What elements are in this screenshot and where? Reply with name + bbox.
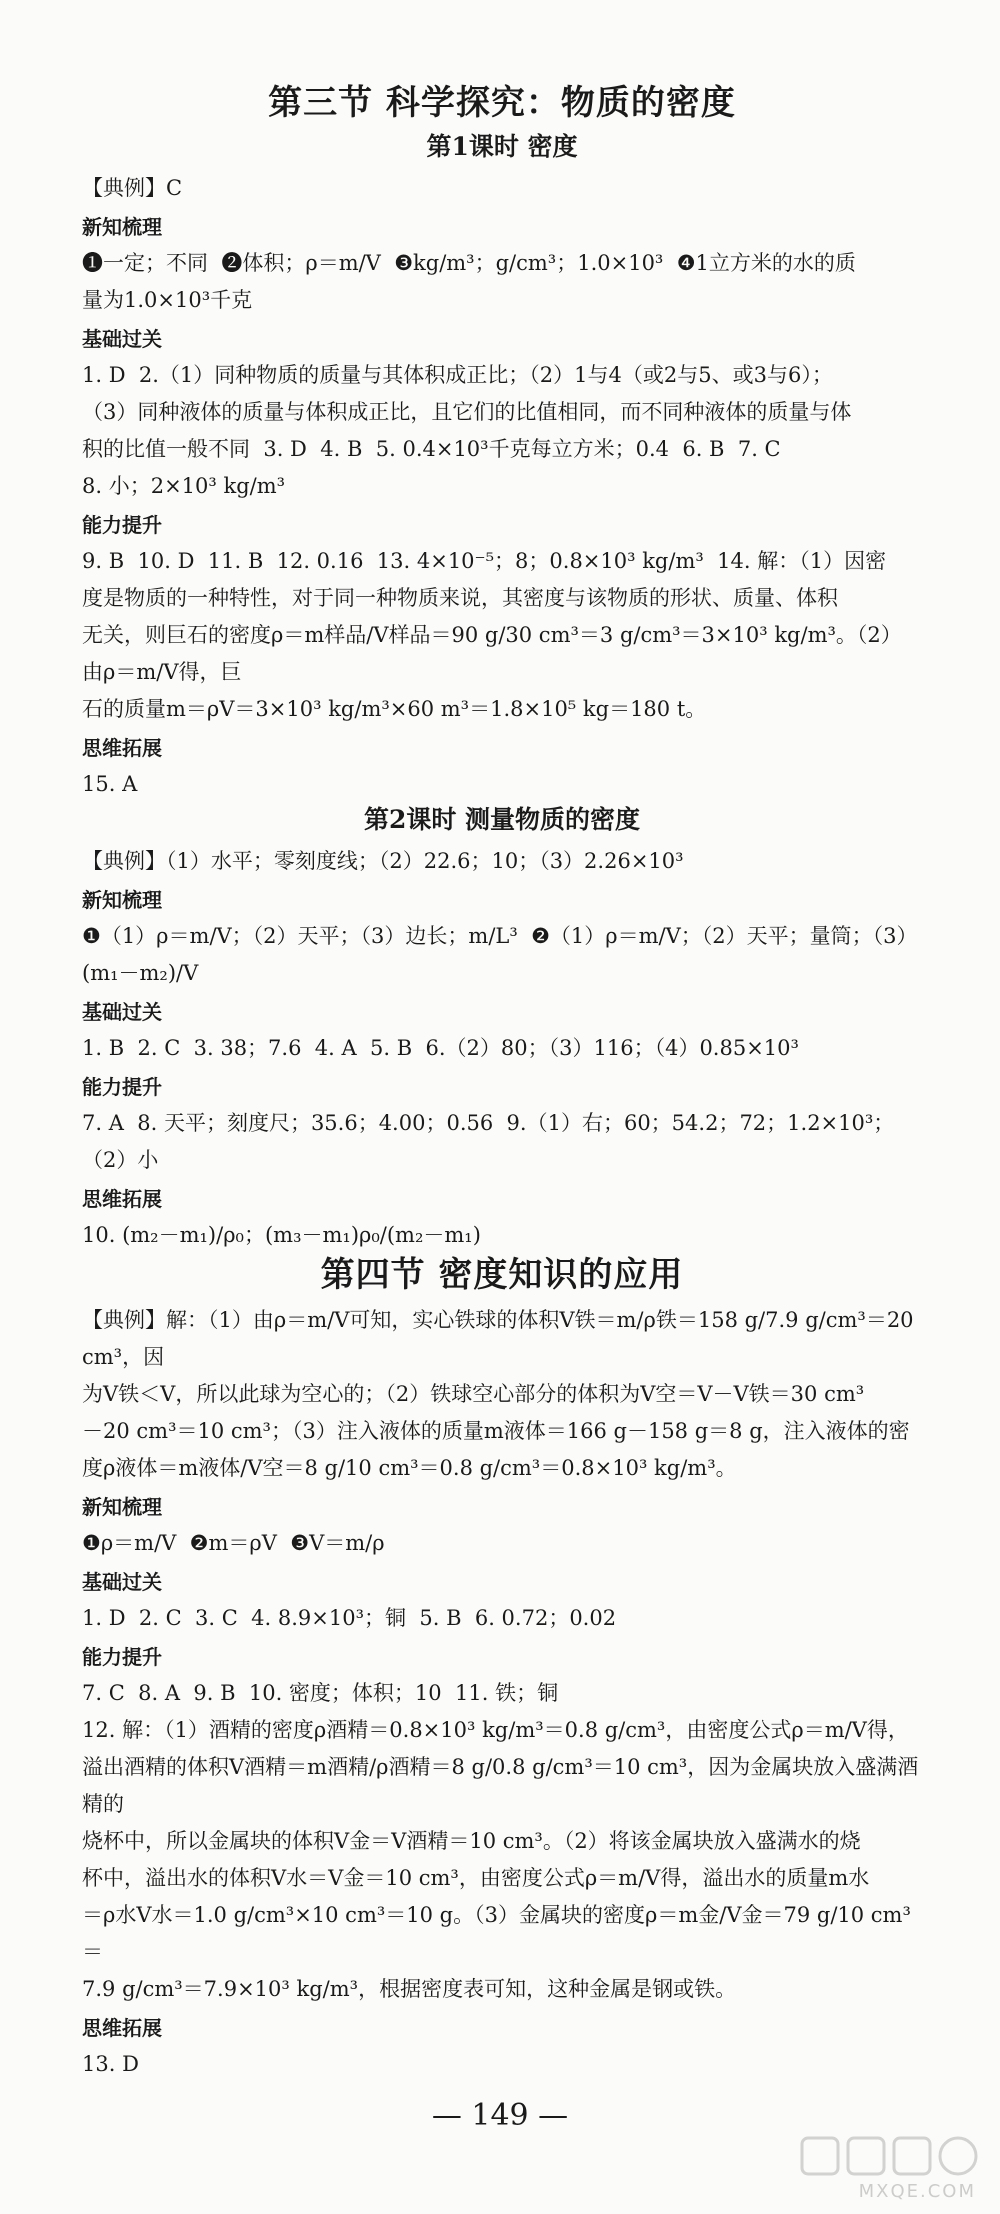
subsection-label: 能力提升 (82, 1075, 162, 1099)
lesson-title: 第1课时 密度 (426, 132, 578, 161)
answer-line: 【典例】解：（1）由ρ＝m/V可知，实心铁球的体积V铁＝m/ρ铁＝158 g/7.9 g/cm³＝20 cm³，因 (82, 1308, 921, 1369)
answer-line: 石的质量m＝ρV＝3×10³ kg/m³×60 m³＝1.8×10⁵ kg＝180 t。 (82, 697, 707, 721)
answer-line: －20 cm³＝10 cm³；（3）注入液体的质量m液体＝166 g－158 g＝8 g，注入液体的密 (82, 1419, 910, 1443)
answer-line: 杯中，溢出水的体积V水＝V金＝10 cm³，由密度公式ρ＝m/V得，溢出水的质量m水 (82, 1866, 870, 1890)
answer-line: 10. (m₂－m₁)/ρ₀；(m₃－m₁)ρ₀/(m₂－m₁) (82, 1223, 481, 1247)
answer-line: 量为1.0×10³千克 (82, 288, 253, 312)
page-number: — 149 — (431, 2098, 569, 2133)
subsection-label: 基础过关 (82, 327, 162, 351)
answer-line: 【典例】（1）水平；零刻度线；（2）22.6；10；（3）2.26×10³ (82, 849, 684, 873)
answer-line: 7.9 g/cm³＝7.9×10³ kg/m³，根据密度表可知，这种金属是钢或铁。 (82, 1977, 737, 2001)
answer-line: 1. D 2.（1）同种物质的质量与其体积成正比；（2）1与4（或2与5、或3与6）； (82, 363, 833, 387)
answer-line: ❶一定；不同 ❷体积；ρ＝m/V ❸kg/m³；g/cm³；1.0×10³ ❹1立方米的水的质 (82, 251, 856, 275)
answer-line: 12. 解：（1）酒精的密度ρ酒精＝0.8×10³ kg/m³＝0.8 g/cm³，由密度公式ρ＝m/V得， (82, 1718, 909, 1742)
answer-line: 13. D (82, 2052, 139, 2076)
answer-line: 1. D 2. C 3. C 4. 8.9×10³；铜 5. B 6. 0.72；0.02 (82, 1606, 617, 1630)
answer-line: 8. 小；2×10³ kg/m³ (82, 474, 286, 498)
watermark-text: MXQE.COM (858, 2181, 976, 2202)
subsection-label: 思维拓展 (82, 2016, 162, 2040)
answer-line: 【典例】C (82, 176, 183, 200)
subsection-label: 能力提升 (82, 1645, 162, 1669)
answer-line: 7. C 8. A 9. B 10. 密度；体积；10 11. 铁；铜 (82, 1681, 559, 1705)
answer-line: 度ρ液体＝m液体/V空＝8 g/10 cm³＝0.8 g/cm³＝0.8×10³ kg/m³。 (82, 1456, 737, 1480)
answer-line: 度是物质的一种特性，对于同一种物质来说，其密度与该物质的形状、质量、体积 (82, 586, 838, 610)
subsection-label: 基础过关 (82, 1570, 162, 1594)
lesson-title: 第2课时 测量物质的密度 (363, 805, 641, 834)
watermark-logo (792, 2134, 982, 2204)
answer-line: ❶（1）ρ＝m/V；（2）天平；（3）边长；m/L³ ❷（1）ρ＝m/V；（2）天平；量筒；（3）(m₁－m₂)/V (82, 924, 918, 985)
answer-line: 烧杯中，所以金属块的体积V金＝V酒精＝10 cm³。（2）将该金属块放入盛满水的烧 (82, 1829, 861, 1853)
answer-line: 溢出酒精的体积V酒精＝m酒精/ρ酒精＝8 g/0.8 g/cm³＝10 cm³，因为金属块放入盛满酒精的 (82, 1755, 919, 1816)
subsection-label: 基础过关 (82, 1000, 162, 1024)
subsection-label: 思维拓展 (82, 1187, 162, 1211)
subsection-label: 新知梳理 (82, 888, 162, 912)
answer-line: ＝ρ水V水＝1.0 g/cm³×10 cm³＝10 g。（3）金属块的密度ρ＝m金/V金＝79 g/10 cm³＝ (82, 1903, 911, 1964)
watermark-icon (792, 2134, 982, 2180)
answer-line: 9. B 10. D 11. B 12. 0.16 13. 4×10⁻⁵；8；0.8×10³ kg/m³ 14. 解：（1）因密 (82, 549, 887, 573)
subsection-label: 思维拓展 (82, 736, 162, 760)
section-title: 第四节 密度知识的应用 (320, 1255, 684, 1295)
answer-line: 15. A (82, 772, 138, 796)
subsection-label: 能力提升 (82, 513, 162, 537)
answer-line: 积的比值一般不同 3. D 4. B 5. 0.4×10³千克每立方米；0.4 6. B 7. C (82, 437, 781, 461)
answer-line: （3）同种液体的质量与体积成正比，且它们的比值相同，而不同种液体的质量与体 (82, 400, 852, 424)
subsection-label: 新知梳理 (82, 1495, 162, 1519)
answer-line: 7. A 8. 天平；刻度尺；35.6；4.00；0.56 9.（1）右；60；54.2；72；1.2×10³；（2）小 (82, 1111, 895, 1172)
answer-line: 1. B 2. C 3. 38；7.6 4. A 5. B 6.（2）80；（3）116；（4）0.85×10³ (82, 1036, 799, 1060)
answer-page (82, 82, 922, 2083)
subsection-label: 新知梳理 (82, 215, 162, 239)
answer-line: ❶ρ＝m/V ❷m＝ρV ❸V＝m/ρ (82, 1531, 385, 1555)
answer-line: 无关，则巨石的密度ρ＝m样品/V样品＝90 g/30 cm³＝3 g/cm³＝3×10³ kg/m³。（2）由ρ＝m/V得，巨 (82, 623, 902, 684)
section-title: 第三节 科学探究：物质的密度 (268, 83, 736, 123)
answer-line: 为V铁＜V，所以此球为空心的；（2）铁球空心部分的体积为V空＝V－V铁＝30 cm³ (82, 1382, 865, 1406)
